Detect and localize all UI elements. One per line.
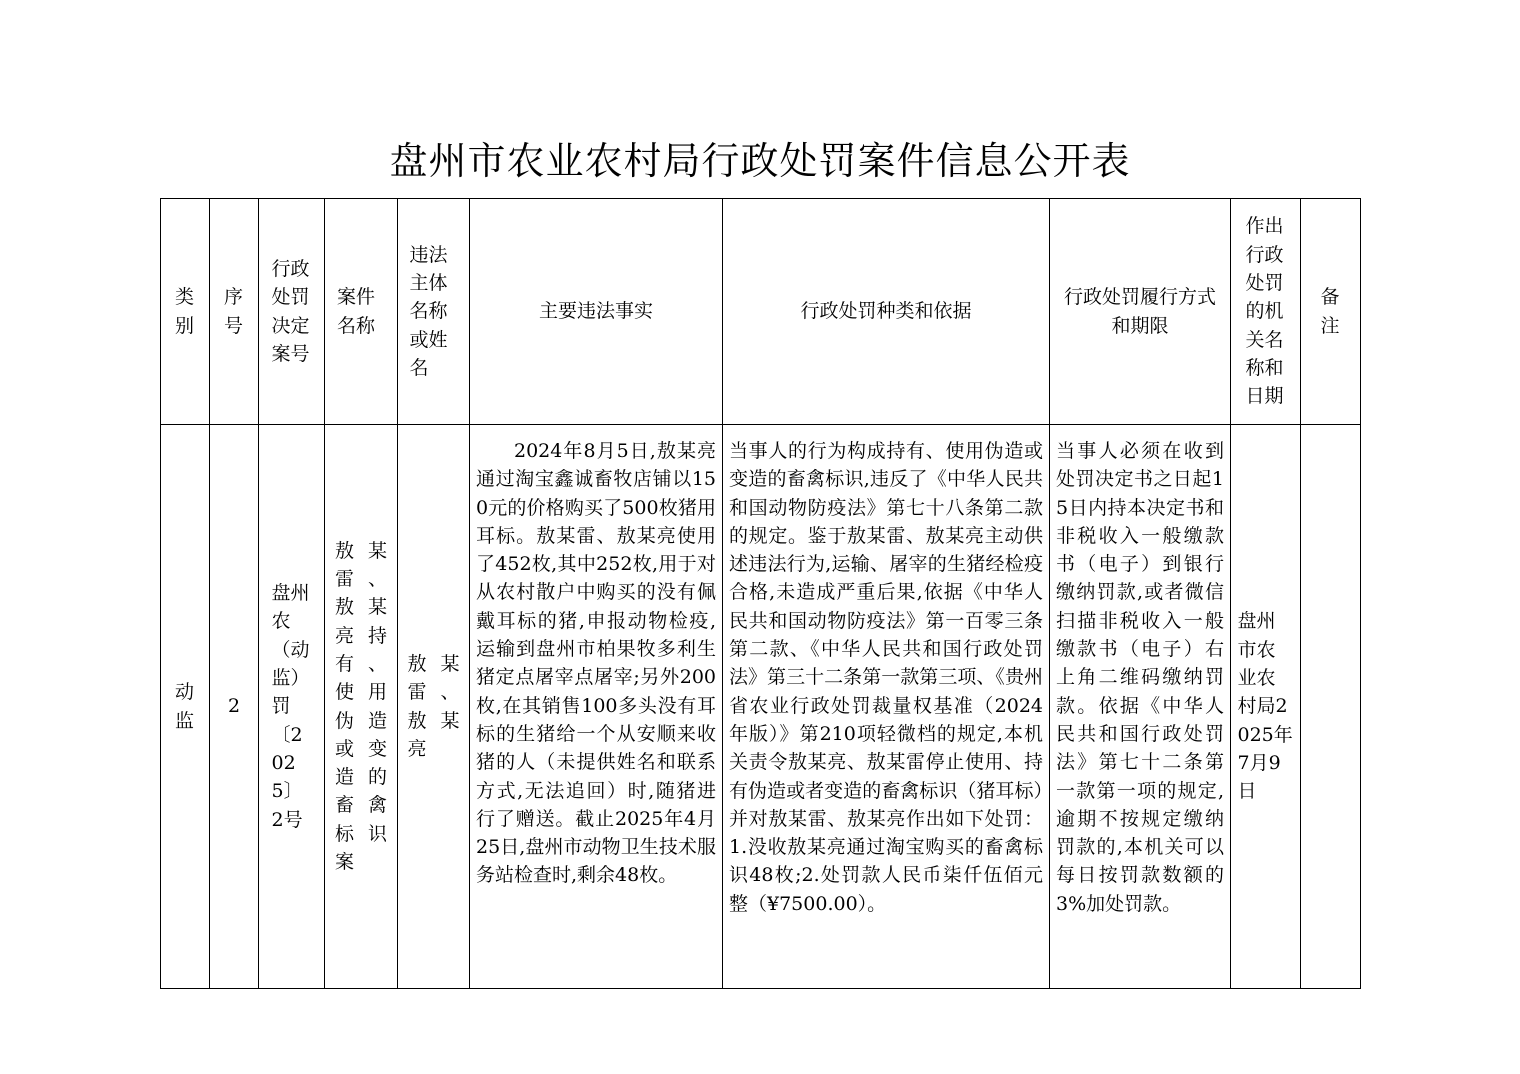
table-header-row — [161, 199, 1361, 425]
header-performance: 行政处罚履行方式和期限 — [1050, 199, 1231, 425]
penalty-info-table — [160, 198, 1361, 989]
header-case-name: 案件名称 — [325, 199, 398, 425]
cell-category: 动监 — [161, 425, 210, 989]
header-decision-no: 行政处罚决定案号 — [259, 199, 325, 425]
cell-facts: 2024年8月5日,敖某亮通过淘宝鑫诚畜牧店铺以150元的价格购买了500枚猪用耳标。敖某雷、敖某亮使用了452枚,其中252枚,用于对从农村散户中购买的没有佩戴耳标的猪,申报动物检疫,运输到盘州市柏果牧多利生猪定点屠宰点屠宰;另外200枚,在其销售100多头没有耳标的生猪给一个从安顺来收猪的人（未提供姓名和联系方式,无法追回）时,随猪进行了赠送。截止2025年4月25日,盘州市动物卫生技术服务站检查时,剩余48枚。 — [470, 425, 723, 989]
header-category: 类别 — [161, 199, 210, 425]
header-seq: 序号 — [210, 199, 259, 425]
cell-party: 敖某雷、敖某亮 — [398, 425, 470, 989]
cell-penalty-basis: 当事人的行为构成持有、使用伪造或变造的畜禽标识,违反了《中华人民共和国动物防疫法》第七十八条第二款的规定。鉴于敖某雷、敖某亮主动供述违法行为,运输、屠宰的生猪经检疫合格,未造成严重后果,依据《中华人民共和国动物防疫法》第一百零三条第二款、《中华人民共和国行政处罚法》第三十二条第一款第三项、《贵州省农业行政处罚裁量权基准（2024年版）》第210项轻微档的规定,本机关责令敖某亮、敖某雷停止使用、持有伪造或者变造的畜禽标识（猪耳标）并对敖某雷、敖某亮作出如下处罚：1.没收敖某亮通过淘宝购买的畜禽标识48枚;2.处罚款人民币柒仟伍佰元整（¥7500.00）。 — [723, 425, 1050, 989]
cell-authority-date: 盘州市农业农村局2025年7月9日 — [1231, 425, 1301, 989]
cell-case-name: 敖某雷、敖某亮持有、使用伪造或变造的畜禽标识案 — [325, 425, 398, 989]
table-row — [161, 425, 1361, 989]
header-penalty-basis: 行政处罚种类和依据 — [723, 199, 1050, 425]
cell-decision-no: 盘州农（动监）罚〔2025〕2号 — [259, 425, 325, 989]
header-authority-date: 作出行政处罚的机关名称和日期 — [1231, 199, 1301, 425]
header-remarks: 备注 — [1301, 199, 1361, 425]
header-party: 违法主体名称或姓名 — [398, 199, 470, 425]
cell-performance: 当事人必须在收到处罚决定书之日起15日内持本决定书和非税收入一般缴款书（电子）到银行缴纳罚款,或者微信扫描非税收入一般缴款书（电子）右上角二维码缴纳罚款。依据《中华人民共和国行政处罚法》第七十二条第一款第一项的规定,逾期不按规定缴纳罚款的,本机关可以每日按罚款数额的3%加处罚款。 — [1050, 425, 1231, 989]
page-title: 盘州市农业农村局行政处罚案件信息公开表 — [389, 139, 1131, 183]
cell-remarks — [1301, 425, 1361, 989]
header-facts: 主要违法事实 — [470, 199, 723, 425]
cell-seq: 2 — [210, 425, 259, 989]
